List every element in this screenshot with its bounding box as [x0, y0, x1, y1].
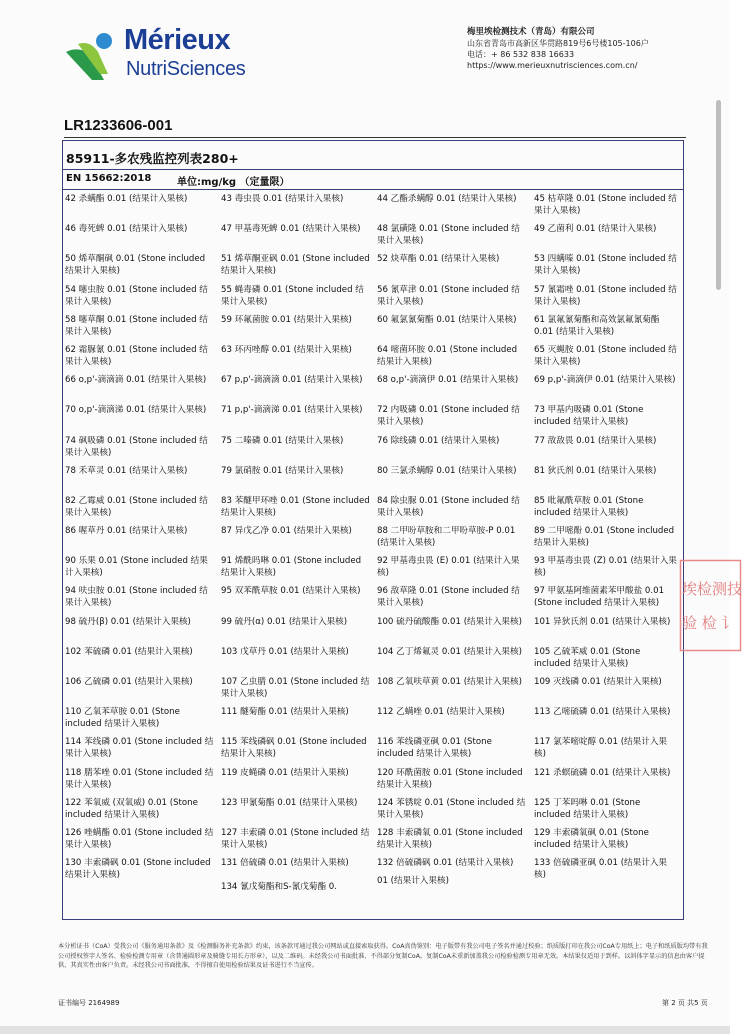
- table-cell: 120 环酰菌胺 0.01 (Stone included 结果计入果核): [377, 767, 523, 790]
- table-row: [63, 435, 683, 465]
- table-cell: 81 狄氏剂 0.01 (结果计入果核): [534, 465, 657, 476]
- table-standard: EN 15662:2018: [66, 173, 152, 184]
- table-cell: 94 呋虫胺 0.01 (Stone included 结果计入果核): [65, 586, 208, 609]
- table-divider: [63, 189, 683, 190]
- table-cell: 42 杀螨酯 0.01 (结果计入果核): [65, 194, 188, 204]
- table-row: [63, 767, 683, 797]
- table-cell: [63, 881, 219, 893]
- table-cell: 72 内吸磷 0.01 (Stone included 结果计入果核): [377, 405, 520, 428]
- table-cell: 58 噻草酮 0.01 (Stone included 结果计入果核): [65, 314, 208, 337]
- bottom-bar: [0, 1026, 730, 1034]
- table-cell: 90 乐果 0.01 (Stone included 结果计入果核): [65, 556, 208, 579]
- table-cell: 88 二甲吩草胺和二甲吩草胺-P 0.01 (结果计入果核): [377, 526, 516, 549]
- table-cell: 68 o,p'-滴滴伊 0.01 (结果计入果核): [377, 375, 519, 386]
- table-cell: 75 二嗪磷 0.01 (结果计入果核): [221, 435, 344, 446]
- table-cell: 80 三氯杀螨醇 0.01 (结果计入果核): [377, 465, 517, 476]
- table-cell: 53 四螨嗪 0.01 (Stone included 结果计入果核): [534, 254, 677, 277]
- table-cell: 99 硫丹(α) 0.01 (结果计入果核): [221, 616, 348, 627]
- table-cell: 77 敌敌畏 0.01 (结果计入果核): [534, 435, 657, 446]
- logo-wordmark-nutrisciences: NutriSciences: [126, 58, 246, 80]
- table-row: [63, 495, 683, 525]
- table-cell: 82 乙霉威 0.01 (Stone included 结果计入果核): [65, 495, 208, 518]
- table-cell: 101 异狄氏剂 0.01 (结果计入果核): [534, 616, 671, 627]
- table-grid: [63, 193, 683, 893]
- table-row: [63, 585, 683, 615]
- table-cell: 95 双苯酰草胺 0.01 (结果计入果核): [221, 586, 361, 597]
- table-cell: 121 杀螟硫磷 0.01 (结果计入果核): [534, 767, 671, 778]
- table-row: [63, 827, 683, 857]
- table-cell: 124 苯锈啶 0.01 (Stone included 结果计入果核): [377, 797, 526, 820]
- logo-mark-icon: [64, 30, 120, 82]
- table-cell: 92 甲基毒虫畏 (E) 0.01 (结果计入果核): [377, 556, 520, 579]
- table-cell: 108 乙氧呋草黄 0.01 (结果计入果核): [377, 677, 522, 687]
- table-cell: 49 乙菌利 0.01 (结果计入果核): [534, 224, 657, 235]
- table-cell: 54 噻虫胺 0.01 (Stone included 结果计入果核): [65, 284, 208, 307]
- table-cell: 118 腈苯唑 0.01 (Stone included 结果计入果核): [65, 767, 214, 790]
- table-row: [63, 284, 683, 314]
- table-cell: 51 烯草酮亚砜 0.01 (Stone included 结果计入果核): [221, 254, 370, 277]
- table-cell: 47 甲基毒死蜱 0.01 (结果计入果核): [221, 224, 361, 235]
- table-row: [63, 374, 683, 404]
- table-cell: 01 (结果计入果核): [377, 876, 449, 887]
- table-cell: 83 苯醚甲环唑 0.01 (Stone included 结果计入果核): [221, 495, 370, 518]
- table-cell: 67 p,p'-滴滴滴 0.01 (结果计入果核): [221, 375, 363, 386]
- table-cell: 57 氰霜唑 0.01 (Stone included 结果计入果核): [534, 284, 677, 307]
- table-cell: 125 丁苯吗啉 0.01 (Stone included 结果计入果核): [534, 797, 641, 820]
- company-info: [467, 27, 649, 71]
- table-cell: 114 苯线磷 0.01 (Stone included 结果计入果核): [65, 737, 214, 760]
- table-cell: 110 乙氧苯草胺 0.01 (Stone included 结果计入果核): [65, 707, 180, 730]
- inspection-stamp: [680, 560, 742, 652]
- table-row: [63, 465, 683, 495]
- table-cell: 45 枯草隆 0.01 (Stone included 结果计入果核): [534, 194, 677, 216]
- table-cell: 60 氟氯氰菊酯 0.01 (结果计入果核): [377, 314, 517, 325]
- table-cell: 112 乙螨唑 0.01 (结果计入果核): [377, 707, 505, 718]
- table-row: [63, 314, 683, 344]
- table-cell: 89 二甲嘧酚 0.01 (Stone included 结果计入果核): [534, 526, 675, 549]
- table-cell: 122 苯氧威 (双氧威) 0.01 (Stone included 结果计入果核): [65, 797, 198, 820]
- table-row: [63, 525, 683, 555]
- table-cell: 74 砜吸磷 0.01 (Stone included 结果计入果核): [65, 435, 208, 458]
- table-divider: [63, 169, 683, 170]
- table-cell: 59 环氟菌胺 0.01 (结果计入果核): [221, 314, 352, 325]
- table-cell: 97 甲氨基阿维菌素苯甲酸盐 0.01 (Stone included 结果计入果核): [534, 586, 665, 609]
- table-cell: 69 p,p'-滴滴伊 0.01 (结果计入果核): [534, 375, 676, 386]
- table-cell: 127 丰索磷 0.01 (Stone included 结果计入果核): [221, 827, 370, 850]
- table-cell: 91 烯酰吗啉 0.01 (Stone included 结果计入果核): [221, 556, 362, 579]
- table-cell: 103 戊草丹 0.01 (结果计入果核): [221, 646, 349, 657]
- table-cell: 93 甲基毒虫畏 (Z) 0.01 (结果计入果核): [534, 556, 677, 579]
- table-row: [63, 404, 683, 434]
- table-cell: 105 乙硫苯威 0.01 (Stone included 结果计入果核): [534, 646, 641, 669]
- stamp-border: [680, 560, 730, 652]
- table-cell: 66 o,p'-滴滴滴 0.01 (结果计入果核): [65, 375, 207, 386]
- table-cell: 113 乙嘧硫磷 0.01 (结果计入果核): [534, 707, 671, 718]
- pesticide-table: [62, 140, 684, 920]
- table-cell: 126 唑螨酯 0.01 (Stone included 结果计入果核): [65, 827, 214, 850]
- company-address: 山东省青岛市高新区华贯路819号6号楼105-106户: [467, 39, 649, 48]
- table-cell: 111 醚菊酯 0.01 (结果计入果核): [221, 707, 349, 718]
- table-cell: 44 乙酯杀螨醇 0.01 (结果计入果核): [377, 194, 517, 204]
- certificate-number: 证书编号 2164989: [58, 999, 120, 1007]
- table-cell: 133 倍硫磷亚砜 0.01 (结果计入果核): [534, 858, 668, 881]
- footer-disclaimer: 本分析证书（CoA）受我公司《服务通用条款》及《检测服务补充条款》约束，该条款可通过我公司网站或直接索取获得。CoA真伪鉴别：电子版带有我公司电子签名并通过校验；纸质版打印在我公司CoA专用纸上；电子和纸质版均带有我公司授权签字人签名、检验检测专用章（含普通圆形章及骑缝专用长方形章），以及二维码。未经我公司书面批准，不得部分复制CoA。复制CoA未重新加盖我公司检验检测专用章无效。本结果仅适用于到样。以斜体字显示的信息由客户提供，其真实性由客户负责。未经我公司书面批准，不得擅自使用检验结果及证书进行不当宣传。: [58, 943, 708, 969]
- table-row: [63, 646, 683, 676]
- table-row: [63, 253, 683, 283]
- table-cell: 65 灭蝇胺 0.01 (Stone included 结果计入果核): [534, 344, 677, 367]
- table-cell: 98 硫丹(β) 0.01 (结果计入果核): [65, 616, 191, 627]
- table-row: [63, 223, 683, 253]
- table-cell: 104 乙丁烯氟灵 0.01 (结果计入果核): [377, 646, 522, 657]
- company-logo: [64, 24, 254, 88]
- table-cell: 130 丰索磷砜 0.01 (Stone included 结果计入果核): [65, 858, 211, 881]
- table-cell: 64 嘧菌环胺 0.01 (Stone included 结果计入果核): [377, 344, 518, 367]
- table-cell: 46 毒死蜱 0.01 (结果计入果核): [65, 224, 188, 235]
- table-row: [63, 616, 683, 646]
- table-cell: 123 甲氰菊酯 0.01 (结果计入果核): [221, 797, 358, 808]
- table-cell: 87 异戊乙净 0.01 (结果计入果核): [221, 526, 352, 537]
- table-row: [63, 797, 683, 827]
- table-cell: 85 吡氟酰草胺 0.01 (Stone included 结果计入果核): [534, 495, 644, 518]
- table-row: [63, 676, 683, 706]
- company-name: 梅里埃检测技术（青岛）有限公司: [467, 27, 595, 37]
- table-cell: 129 丰索磷氧砜 0.01 (Stone included 结果计入果核): [534, 827, 649, 850]
- table-cell: 100 硫丹硫酸酯 0.01 (结果计入果核): [377, 616, 522, 627]
- table-cell: 79 氯硝胺 0.01 (结果计入果核): [221, 465, 344, 476]
- table-cell: 48 氯磺隆 0.01 (Stone included 结果计入果核): [377, 224, 520, 247]
- scrollbar-thumb[interactable]: [716, 100, 721, 290]
- table-cell: 106 乙硫磷 0.01 (结果计入果核): [65, 677, 193, 687]
- table-cell: 61 氯氟氰菊酯和高效氯氟氰菊酯 0.01 (结果计入果核): [534, 314, 660, 337]
- table-row: [63, 706, 683, 736]
- table-unit: 单位:mg/kg （定量限）: [177, 177, 290, 188]
- table-row: [63, 555, 683, 585]
- table-cell: 73 甲基内吸磷 0.01 (Stone included 结果计入果核): [534, 405, 644, 428]
- table-cell: 50 烯草酮砜 0.01 (Stone included 结果计入果核): [65, 254, 206, 277]
- table-cell: 43 毒虫畏 0.01 (结果计入果核): [221, 194, 344, 204]
- table-row: [63, 193, 683, 223]
- table-row: [63, 736, 683, 766]
- stamp-text-line1: 埃检测技: [682, 580, 742, 598]
- table-cell: 55 蝇毒磷 0.01 (Stone included 结果计入果核): [221, 284, 364, 307]
- table-cell: 70 o,p'-滴滴涕 0.01 (结果计入果核): [65, 405, 207, 416]
- table-cell: 132 倍硫磷砜 0.01 (结果计入果核): [377, 858, 514, 869]
- table-cell: 119 皮蝇磷 0.01 (结果计入果核): [221, 767, 349, 778]
- table-cell: 107 乙虫腈 0.01 (Stone included 结果计入果核): [221, 677, 370, 699]
- table-cell: 62 霜脲氰 0.01 (Stone included 结果计入果核): [65, 344, 208, 367]
- table-cell: 76 除线磷 0.01 (结果计入果核): [377, 435, 500, 446]
- table-cell: 71 p,p'-滴滴涕 0.01 (结果计入果核): [221, 405, 363, 416]
- table-cell: 78 禾草灵 0.01 (结果计入果核): [65, 465, 188, 476]
- report-number: LR1233606-001: [64, 117, 173, 134]
- table-cell: 102 苯硫磷 0.01 (结果计入果核): [65, 646, 193, 657]
- table-cell: 52 炔草酯 0.01 (结果计入果核): [377, 254, 500, 265]
- logo-wordmark-merieux: Mérieux: [124, 24, 231, 56]
- company-website[interactable]: https://www.merieuxnutrisciences.com.cn/: [467, 61, 638, 70]
- table-cell: 63 环丙唑醇 0.01 (结果计入果核): [221, 344, 352, 355]
- table-cell: 109 灭线磷 0.01 (结果计入果核): [534, 677, 662, 687]
- company-phone: 电话：+ 86 532 838 16633: [467, 50, 575, 59]
- table-cell: 86 喔草丹 0.01 (结果计入果核): [65, 526, 188, 537]
- table-cell: 116 苯线磷亚砜 0.01 (Stone included 结果计入果核): [377, 737, 492, 760]
- stamp-text-line2: 验 检 讠: [682, 614, 737, 632]
- table-row: [63, 344, 683, 374]
- table-cell: 131 倍硫磷 0.01 (结果计入果核): [221, 858, 349, 869]
- table-cell: 115 苯线磷砜 0.01 (Stone included 结果计入果核): [221, 737, 367, 760]
- page-number: 第 2 页 共5 页: [662, 999, 708, 1007]
- table-cell: 84 除虫脲 0.01 (Stone included 结果计入果核): [377, 495, 520, 518]
- report-divider: [64, 137, 686, 138]
- table-cell: 134 氰戊菊酯和S-氰戊菊酯 0.: [221, 882, 337, 893]
- table-cell: 128 丰索磷氧 0.01 (Stone included 结果计入果核): [377, 827, 523, 850]
- table-cell: 56 氰草津 0.01 (Stone included 结果计入果核): [377, 284, 520, 307]
- table-cell: 117 氯苯嘧啶醇 0.01 (结果计入果核): [534, 737, 668, 760]
- table-title: 85911-多农残监控列表280+: [66, 151, 239, 166]
- table-cell: 96 敌草隆 0.01 (Stone included 结果计入果核): [377, 586, 520, 609]
